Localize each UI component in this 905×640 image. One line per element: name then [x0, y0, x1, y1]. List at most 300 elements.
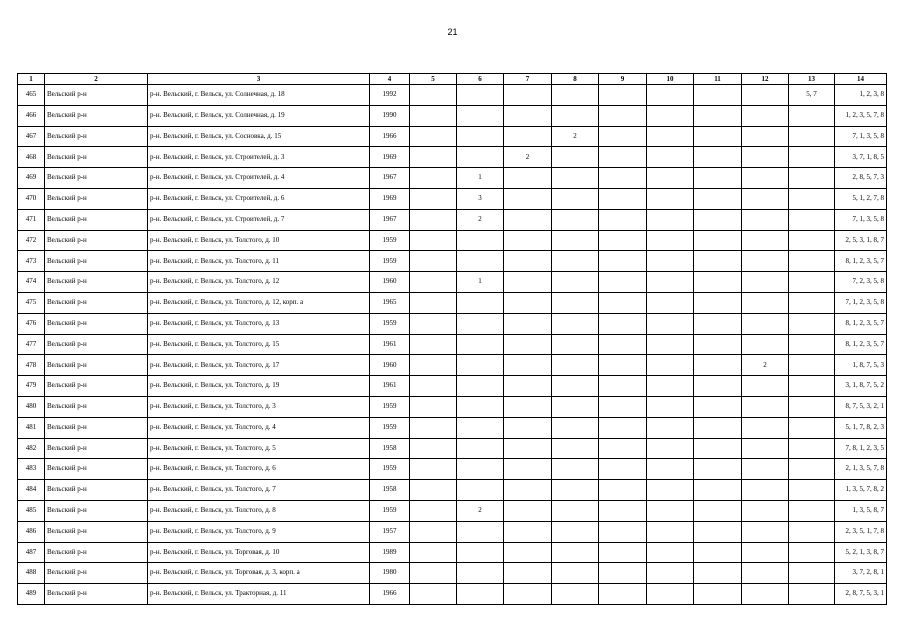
col-11-cell [694, 542, 742, 563]
col-12-cell [742, 480, 789, 501]
table-row [18, 584, 887, 605]
year-cell: 1980 [370, 563, 410, 584]
col-13-cell [789, 355, 835, 376]
col-6-cell [457, 355, 504, 376]
col-5-cell [410, 209, 457, 230]
year-cell: 1959 [370, 313, 410, 334]
col-12-cell [742, 500, 789, 521]
col-12-cell [742, 396, 789, 417]
col-5-cell [410, 355, 457, 376]
col-8-cell [552, 459, 599, 480]
col-14-cell: 8, 1, 2, 3, 5, 7 [835, 334, 887, 355]
col-9-cell [599, 230, 647, 251]
col-9-cell [599, 272, 647, 293]
col-7-cell [504, 355, 552, 376]
table-row [18, 355, 887, 376]
table-row [18, 480, 887, 501]
row-number-cell: 469 [18, 168, 45, 189]
col-11-cell [694, 188, 742, 209]
col-11-cell [694, 168, 742, 189]
year-cell: 1990 [370, 105, 410, 126]
col-12-cell [742, 521, 789, 542]
col-8-cell [552, 292, 599, 313]
col-12-cell [742, 168, 789, 189]
column-header-8: 8 [552, 74, 599, 85]
row-number-cell: 478 [18, 355, 45, 376]
table-row [18, 438, 887, 459]
col-13-cell [789, 188, 835, 209]
table-row [18, 251, 887, 272]
col-9-cell [599, 168, 647, 189]
col-8-cell [552, 230, 599, 251]
column-header-6: 6 [457, 74, 504, 85]
col-5-cell [410, 480, 457, 501]
col-10-cell [647, 105, 694, 126]
col-13-cell [789, 313, 835, 334]
col-6-cell: 1 [457, 168, 504, 189]
table-row [18, 209, 887, 230]
col-11-cell [694, 272, 742, 293]
col-5-cell [410, 230, 457, 251]
col-7-cell [504, 188, 552, 209]
district-cell: Вельский р-н [45, 417, 148, 438]
col-11-cell [694, 417, 742, 438]
col-12-cell [742, 251, 789, 272]
col-7-cell [504, 292, 552, 313]
address-cell: р-н. Вельский, г. Вельск, ул. Толстого, д. 7 [148, 480, 370, 501]
col-6-cell: 1 [457, 272, 504, 293]
col-13-cell [789, 459, 835, 480]
col-12-cell [742, 376, 789, 397]
col-6-cell [457, 126, 504, 147]
col-6-cell [457, 563, 504, 584]
col-8-cell [552, 355, 599, 376]
table-row [18, 188, 887, 209]
col-8-cell [552, 334, 599, 355]
address-cell: р-н. Вельский, г. Вельск, ул. Толстого, д. 12, корп. а [148, 292, 370, 313]
year-cell: 1965 [370, 292, 410, 313]
col-10-cell [647, 521, 694, 542]
district-cell: Вельский р-н [45, 209, 148, 230]
col-8-cell [552, 584, 599, 605]
col-7-cell [504, 563, 552, 584]
row-number-cell: 479 [18, 376, 45, 397]
col-14-cell: 1, 2, 3, 5, 7, 8 [835, 105, 887, 126]
year-cell: 1959 [370, 459, 410, 480]
col-13-cell [789, 251, 835, 272]
col-13-cell [789, 147, 835, 168]
col-5-cell [410, 147, 457, 168]
col-6-cell [457, 313, 504, 334]
col-8-cell [552, 209, 599, 230]
col-12-cell [742, 85, 789, 106]
row-number-cell: 481 [18, 417, 45, 438]
address-cell: р-н. Вельский, г. Вельск, ул. Толстого, д. 6 [148, 459, 370, 480]
col-14-cell: 3, 7, 2, 8, 1 [835, 563, 887, 584]
col-8-cell [552, 105, 599, 126]
col-5-cell [410, 251, 457, 272]
col-5-cell [410, 584, 457, 605]
table-row [18, 168, 887, 189]
col-10-cell [647, 563, 694, 584]
year-cell: 1966 [370, 126, 410, 147]
col-12-cell [742, 459, 789, 480]
col-10-cell [647, 168, 694, 189]
col-6-cell [457, 459, 504, 480]
address-cell: р-н. Вельский, г. Вельск, ул. Толстого, д. 5 [148, 438, 370, 459]
table-row [18, 313, 887, 334]
col-9-cell [599, 188, 647, 209]
year-cell: 1960 [370, 272, 410, 293]
col-7-cell [504, 438, 552, 459]
column-header-1: 1 [18, 74, 45, 85]
col-13-cell [789, 396, 835, 417]
col-11-cell [694, 126, 742, 147]
col-7-cell [504, 396, 552, 417]
col-6-cell [457, 292, 504, 313]
col-9-cell [599, 500, 647, 521]
col-9-cell [599, 480, 647, 501]
col-14-cell: 5, 1, 2, 7, 8 [835, 188, 887, 209]
col-8-cell [552, 521, 599, 542]
address-cell: р-н. Вельский, г. Вельск, ул. Толстого, д. 9 [148, 521, 370, 542]
col-5-cell [410, 459, 457, 480]
col-7-cell [504, 480, 552, 501]
table-row [18, 542, 887, 563]
col-7-cell [504, 521, 552, 542]
col-10-cell [647, 459, 694, 480]
col-11-cell [694, 209, 742, 230]
col-5-cell [410, 126, 457, 147]
col-10-cell [647, 85, 694, 106]
col-9-cell [599, 459, 647, 480]
district-cell: Вельский р-н [45, 168, 148, 189]
col-7-cell [504, 85, 552, 106]
col-11-cell [694, 230, 742, 251]
district-cell: Вельский р-н [45, 500, 148, 521]
address-cell: р-н. Вельский, г. Вельск, ул. Толстого, д. 4 [148, 417, 370, 438]
col-8-cell [552, 396, 599, 417]
col-13-cell [789, 126, 835, 147]
address-cell: р-н. Вельский, г. Вельск, ул. Толстого, д. 12 [148, 272, 370, 293]
address-cell: р-н. Вельский, г. Вельск, ул. Строителей, д. 7 [148, 209, 370, 230]
col-5-cell [410, 272, 457, 293]
col-11-cell [694, 292, 742, 313]
col-10-cell [647, 272, 694, 293]
district-cell: Вельский р-н [45, 230, 148, 251]
col-7-cell [504, 313, 552, 334]
year-cell: 1961 [370, 376, 410, 397]
col-11-cell [694, 85, 742, 106]
address-cell: р-н. Вельский, г. Вельск, ул. Толстого, д. 19 [148, 376, 370, 397]
col-10-cell [647, 417, 694, 438]
col-9-cell [599, 334, 647, 355]
col-11-cell [694, 313, 742, 334]
row-number-cell: 482 [18, 438, 45, 459]
table-row [18, 292, 887, 313]
col-14-cell: 1, 3, 5, 7, 8, 2 [835, 480, 887, 501]
col-14-cell: 2, 3, 5, 1, 7, 8 [835, 521, 887, 542]
column-header-3: 3 [148, 74, 370, 85]
col-14-cell: 7, 1, 2, 3, 5, 8 [835, 292, 887, 313]
table-row [18, 396, 887, 417]
col-11-cell [694, 480, 742, 501]
row-number-cell: 483 [18, 459, 45, 480]
col-10-cell [647, 188, 694, 209]
col-13-cell [789, 417, 835, 438]
row-number-cell: 472 [18, 230, 45, 251]
year-cell: 1966 [370, 584, 410, 605]
col-6-cell [457, 521, 504, 542]
col-12-cell [742, 417, 789, 438]
col-8-cell [552, 480, 599, 501]
col-8-cell [552, 500, 599, 521]
col-6-cell [457, 438, 504, 459]
col-9-cell [599, 542, 647, 563]
year-cell: 1958 [370, 480, 410, 501]
col-14-cell: 2, 8, 7, 5, 3, 1 [835, 584, 887, 605]
district-cell: Вельский р-н [45, 459, 148, 480]
col-14-cell: 7, 2, 3, 5, 8 [835, 272, 887, 293]
year-cell: 1958 [370, 438, 410, 459]
col-6-cell [457, 417, 504, 438]
col-11-cell [694, 500, 742, 521]
row-number-cell: 484 [18, 480, 45, 501]
col-7-cell [504, 584, 552, 605]
table-body [18, 85, 887, 605]
col-12-cell [742, 438, 789, 459]
col-5-cell [410, 105, 457, 126]
table-row [18, 105, 887, 126]
col-14-cell: 5, 1, 7, 8, 2, 3 [835, 417, 887, 438]
col-6-cell [457, 147, 504, 168]
col-6-cell: 3 [457, 188, 504, 209]
address-cell: р-н. Вельский, г. Вельск, ул. Сосновка, д. 15 [148, 126, 370, 147]
col-6-cell [457, 334, 504, 355]
col-12-cell [742, 126, 789, 147]
table-row [18, 376, 887, 397]
col-6-cell [457, 584, 504, 605]
col-10-cell [647, 334, 694, 355]
col-12-cell [742, 147, 789, 168]
col-10-cell [647, 147, 694, 168]
col-9-cell [599, 417, 647, 438]
col-12-cell [742, 209, 789, 230]
district-cell: Вельский р-н [45, 188, 148, 209]
col-12-cell [742, 563, 789, 584]
col-5-cell [410, 376, 457, 397]
col-7-cell [504, 168, 552, 189]
col-9-cell [599, 85, 647, 106]
address-cell: р-н. Вельский, г. Вельск, ул. Тракторная, д. 11 [148, 584, 370, 605]
col-9-cell [599, 584, 647, 605]
col-8-cell [552, 376, 599, 397]
row-number-cell: 466 [18, 105, 45, 126]
col-6-cell: 2 [457, 209, 504, 230]
col-13-cell [789, 563, 835, 584]
col-13-cell [789, 168, 835, 189]
row-number-cell: 474 [18, 272, 45, 293]
col-8-cell [552, 542, 599, 563]
col-7-cell [504, 417, 552, 438]
col-12-cell [742, 188, 789, 209]
col-14-cell: 1, 8, 7, 5, 3 [835, 355, 887, 376]
col-5-cell [410, 542, 457, 563]
address-cell: р-н. Вельский, г. Вельск, ул. Толстого, д. 15 [148, 334, 370, 355]
district-cell: Вельский р-н [45, 521, 148, 542]
column-header-2: 2 [45, 74, 148, 85]
address-cell: р-н. Вельский, г. Вельск, ул. Толстого, д. 8 [148, 500, 370, 521]
col-11-cell [694, 438, 742, 459]
table-row [18, 230, 887, 251]
table-row [18, 147, 887, 168]
col-6-cell [457, 251, 504, 272]
district-cell: Вельский р-н [45, 542, 148, 563]
year-cell: 1959 [370, 251, 410, 272]
col-7-cell [504, 105, 552, 126]
col-13-cell [789, 542, 835, 563]
col-14-cell: 2, 8, 5, 7, 3 [835, 168, 887, 189]
col-14-cell: 8, 1, 2, 3, 5, 7 [835, 251, 887, 272]
col-7-cell [504, 376, 552, 397]
row-number-cell: 489 [18, 584, 45, 605]
col-6-cell [457, 480, 504, 501]
row-number-cell: 477 [18, 334, 45, 355]
year-cell: 1959 [370, 417, 410, 438]
district-cell: Вельский р-н [45, 251, 148, 272]
col-13-cell [789, 521, 835, 542]
address-cell: р-н. Вельский, г. Вельск, ул. Торговая, д. 10 [148, 542, 370, 563]
col-9-cell [599, 209, 647, 230]
col-11-cell [694, 334, 742, 355]
table-row [18, 500, 887, 521]
col-13-cell [789, 500, 835, 521]
col-6-cell: 2 [457, 500, 504, 521]
page-number: 21 [447, 27, 458, 37]
col-6-cell [457, 230, 504, 251]
col-11-cell [694, 355, 742, 376]
district-cell: Вельский р-н [45, 292, 148, 313]
district-cell: Вельский р-н [45, 147, 148, 168]
col-7-cell: 2 [504, 147, 552, 168]
col-7-cell [504, 230, 552, 251]
col-12-cell [742, 230, 789, 251]
col-11-cell [694, 396, 742, 417]
column-header-13: 13 [789, 74, 835, 85]
col-5-cell [410, 168, 457, 189]
column-header-14: 14 [835, 74, 887, 85]
row-number-cell: 473 [18, 251, 45, 272]
table-row [18, 334, 887, 355]
col-12-cell: 2 [742, 355, 789, 376]
col-9-cell [599, 126, 647, 147]
district-cell: Вельский р-н [45, 355, 148, 376]
column-header-11: 11 [694, 74, 742, 85]
col-8-cell [552, 417, 599, 438]
table-row [18, 272, 887, 293]
row-number-cell: 475 [18, 292, 45, 313]
col-14-cell: 7, 8, 1, 2, 3, 5 [835, 438, 887, 459]
col-5-cell [410, 292, 457, 313]
row-number-cell: 468 [18, 147, 45, 168]
col-8-cell [552, 438, 599, 459]
col-5-cell [410, 313, 457, 334]
row-number-cell: 467 [18, 126, 45, 147]
col-11-cell [694, 563, 742, 584]
col-12-cell [742, 313, 789, 334]
col-10-cell [647, 292, 694, 313]
col-8-cell [552, 168, 599, 189]
address-cell: р-н. Вельский, г. Вельск, ул. Толстого, д. 17 [148, 355, 370, 376]
year-cell: 1959 [370, 230, 410, 251]
col-8-cell [552, 251, 599, 272]
col-8-cell [552, 85, 599, 106]
col-11-cell [694, 521, 742, 542]
col-14-cell: 1, 3, 5, 8, 7 [835, 500, 887, 521]
col-10-cell [647, 584, 694, 605]
col-10-cell [647, 209, 694, 230]
row-number-cell: 480 [18, 396, 45, 417]
year-cell: 1969 [370, 188, 410, 209]
col-14-cell: 1, 2, 3, 8 [835, 85, 887, 106]
col-13-cell [789, 334, 835, 355]
col-7-cell [504, 272, 552, 293]
col-14-cell: 3, 1, 8, 7, 5, 2 [835, 376, 887, 397]
col-7-cell [504, 334, 552, 355]
col-9-cell [599, 313, 647, 334]
col-13-cell: 5, 7 [789, 85, 835, 106]
col-10-cell [647, 251, 694, 272]
col-13-cell [789, 105, 835, 126]
district-cell: Вельский р-н [45, 85, 148, 106]
header-row [18, 74, 887, 85]
col-7-cell [504, 459, 552, 480]
year-cell: 1989 [370, 542, 410, 563]
col-10-cell [647, 313, 694, 334]
col-12-cell [742, 584, 789, 605]
col-9-cell [599, 355, 647, 376]
row-number-cell: 470 [18, 188, 45, 209]
address-cell: р-н. Вельский, г. Вельск, ул. Строителей, д. 4 [148, 168, 370, 189]
address-cell: р-н. Вельский, г. Вельск, ул. Солнечная, д. 18 [148, 85, 370, 106]
col-7-cell [504, 209, 552, 230]
address-cell: р-н. Вельский, г. Вельск, ул. Толстого, д. 11 [148, 251, 370, 272]
col-11-cell [694, 459, 742, 480]
address-cell: р-н. Вельский, г. Вельск, ул. Толстого, д. 10 [148, 230, 370, 251]
col-12-cell [742, 272, 789, 293]
col-8-cell [552, 313, 599, 334]
col-13-cell [789, 272, 835, 293]
col-5-cell [410, 438, 457, 459]
year-cell: 1960 [370, 355, 410, 376]
row-number-cell: 488 [18, 563, 45, 584]
col-8-cell [552, 188, 599, 209]
column-header-4: 4 [370, 74, 410, 85]
col-5-cell [410, 334, 457, 355]
col-5-cell [410, 521, 457, 542]
col-13-cell [789, 230, 835, 251]
table-row [18, 563, 887, 584]
year-cell: 1967 [370, 209, 410, 230]
col-6-cell [457, 396, 504, 417]
col-14-cell: 2, 1, 3, 5, 7, 8 [835, 459, 887, 480]
col-11-cell [694, 147, 742, 168]
col-14-cell: 7, 1, 3, 5, 8 [835, 209, 887, 230]
district-cell: Вельский р-н [45, 376, 148, 397]
column-header-10: 10 [647, 74, 694, 85]
col-13-cell [789, 292, 835, 313]
col-14-cell: 8, 7, 5, 3, 2, 1 [835, 396, 887, 417]
